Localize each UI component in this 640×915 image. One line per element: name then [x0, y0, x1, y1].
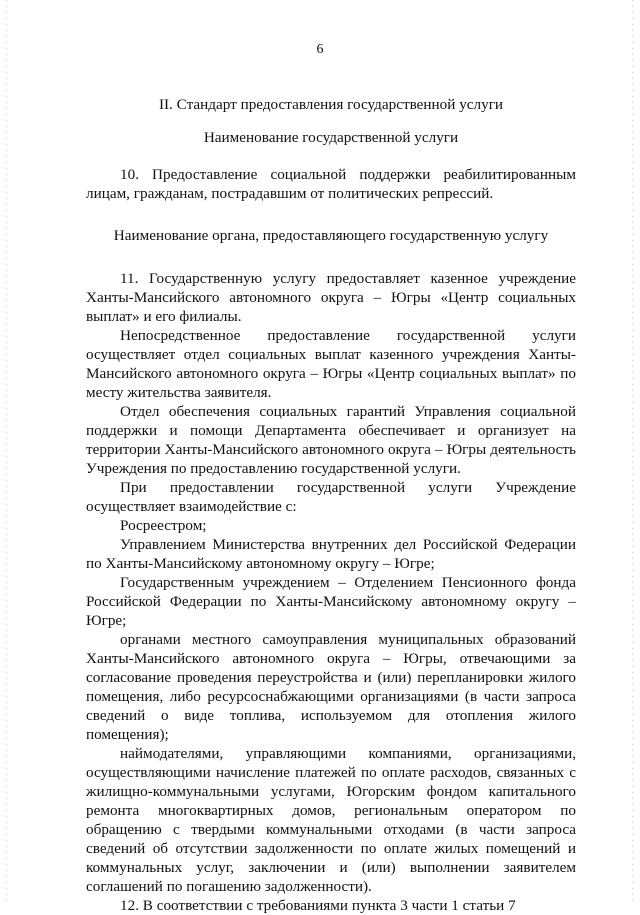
paragraph: Отдел обеспечения социальных гарантий Управления социальной поддержки и помощи Департамента обеспечивает и организует на территории Ханты-Мансийского автономного округа – Югры деятельность Учреждения по предоставлению государственной услуги.: [86, 403, 576, 477]
paragraph: органами местного самоуправления муниципальных образований Ханты-Мансийского автономного округа – Югры, отвечающими за согласование проведения переустройства и (или) перепланировки жилого помещения, либо ресурсоснабжающими организациями (в части запроса сведений о виде топлива, используемом для отопления жилого помещения);: [86, 631, 576, 743]
paragraph: наймодателями, управляющими компаниями, организациями, осуществляющими начисление платежей по оплате расходов, связанных с жилищно-коммунальными услугами, Югорским фондом капитального ремонта многоквартирных домов, региональным оператором по обращению с твердыми коммунальными отходами (в части запроса сведений об отсутствии задолженности по оплате жилых помещений и коммунальных услуг, заключении и (или) выполнении заявителем соглашений по погашению задолженности).: [86, 745, 576, 895]
paragraph: Государственным учреждением – Отделением Пенсионного фонда Российской Федерации по Ханты-Мансийскому автономному округу – Югре;: [86, 574, 576, 629]
paragraph: 11. Государственную услугу предоставляет казенное учреждение Ханты-Мансийского автономного округа – Югры «Центр социальных выплат» и его филиалы.: [86, 270, 576, 325]
right-scan-edge: [632, 0, 633, 905]
paragraph: Управлением Министерства внутренних дел Российской Федерации по Ханты-Мансийскому автономному округу – Югре;: [86, 536, 576, 572]
page-number: 6: [316, 42, 324, 57]
paragraph-10: 10. Предоставление социальной поддержки реабилитированным лицам, гражданам, пострадавшим от политических репрессий.: [86, 166, 576, 202]
service-name-subtitle: Наименование государственной услуги: [203, 129, 459, 146]
paragraph: При предоставлении государственной услуги Учреждение осуществляет взаимодействие с:: [86, 479, 576, 515]
section-title: II. Стандарт предоставления государственной услуги: [158, 96, 504, 113]
authority-subtitle: Наименование органа, предоставляющего государственную услугу: [113, 227, 549, 244]
paragraph: Росреестром;: [120, 517, 207, 534]
left-scan-edge: [6, 0, 7, 905]
paragraph: Непосредственное предоставление государственной услуги осуществляет отдел социальных выплат казенного учреждения Ханты-Мансийского автономного округа – Югры «Центр социальных выплат» по месту жительства заявителя.: [86, 327, 576, 401]
document-body: [86, 165, 576, 915]
paragraph: 12. В соответствии с требованиями пункта 3 части 1 статьи 7: [120, 897, 516, 914]
